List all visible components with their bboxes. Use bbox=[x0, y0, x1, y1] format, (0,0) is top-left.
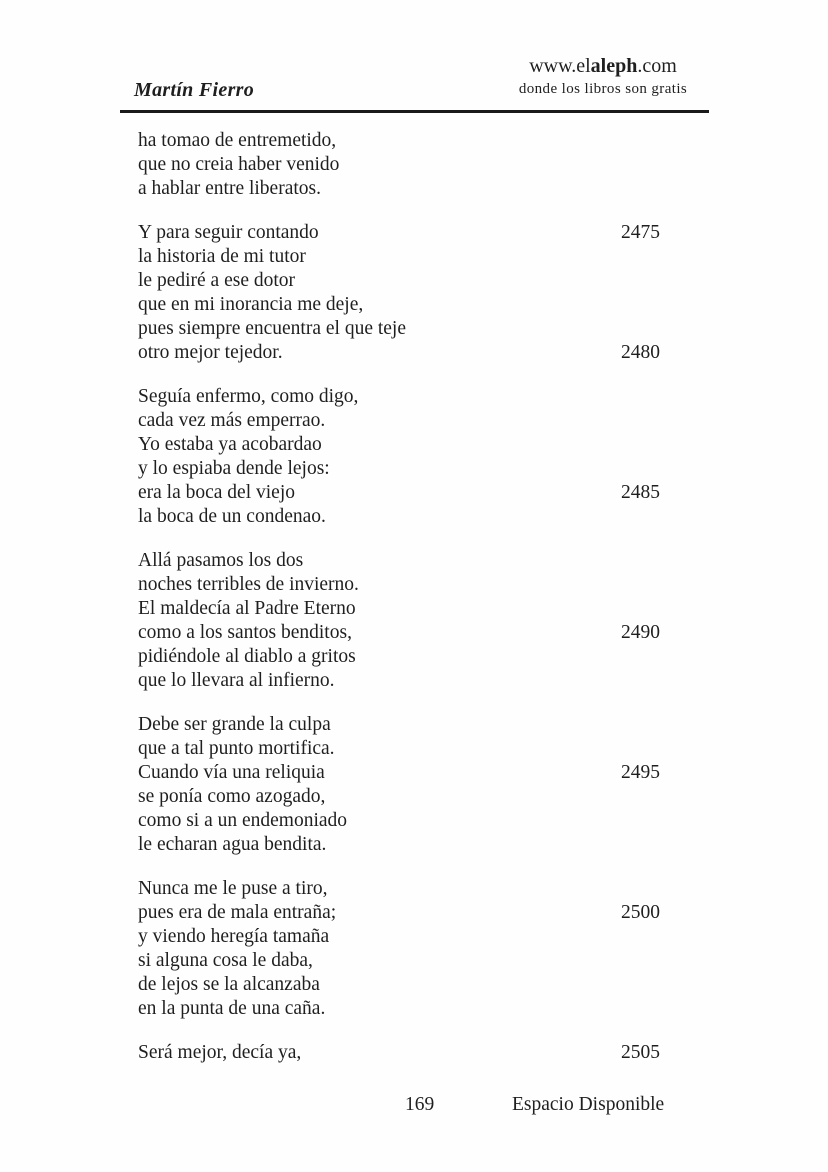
poem-line bbox=[138, 129, 660, 153]
poem-line-text: pues siempre encuentra el que teje bbox=[138, 318, 407, 339]
poem-line-text: la historia de mi tutor bbox=[138, 246, 306, 267]
poem-line bbox=[138, 621, 660, 645]
poem-line-text: Allá pasamos los dos bbox=[138, 550, 304, 571]
stanza bbox=[138, 385, 660, 529]
site-url-prefix: www.el bbox=[529, 55, 591, 77]
poem-line-text: se ponía como azogado, bbox=[138, 786, 326, 807]
poem-line bbox=[138, 901, 660, 925]
stanza bbox=[138, 549, 660, 693]
poem-line bbox=[138, 481, 660, 505]
poem-line bbox=[138, 433, 660, 457]
poem-line bbox=[138, 785, 660, 809]
poem-line bbox=[138, 385, 660, 409]
poem-line bbox=[138, 713, 660, 737]
poem-line bbox=[138, 597, 660, 621]
poem-line-text: si alguna cosa le daba, bbox=[138, 950, 313, 971]
stanza bbox=[138, 221, 660, 365]
verse-number: 2485 bbox=[621, 482, 660, 503]
poem-line-text: que no creia haber venido bbox=[138, 154, 340, 175]
poem-line bbox=[138, 177, 660, 201]
poem-line bbox=[138, 997, 660, 1021]
poem-line bbox=[138, 317, 660, 341]
poem-line bbox=[138, 877, 660, 901]
verse-number: 2475 bbox=[621, 222, 660, 243]
poem-line-text: El maldecía al Padre Eterno bbox=[138, 598, 356, 619]
stanza bbox=[138, 877, 660, 1021]
poem-line-text: Y para seguir contando bbox=[138, 222, 319, 243]
poem-line-text: la boca de un condenao. bbox=[138, 506, 326, 527]
verse-number: 2500 bbox=[621, 902, 660, 923]
poem-line bbox=[138, 505, 660, 529]
poem-line bbox=[138, 949, 660, 973]
site-header-block bbox=[510, 55, 696, 98]
poem-line-text: noches terribles de invierno. bbox=[138, 574, 359, 595]
poem-line bbox=[138, 409, 660, 433]
poem-line-text: como si a un endemoniado bbox=[138, 810, 348, 831]
poem-line-text: le echaran agua bendita. bbox=[138, 834, 327, 855]
poem bbox=[138, 129, 660, 1085]
poem-line bbox=[138, 457, 660, 481]
verse-number: 2495 bbox=[621, 762, 660, 783]
poem-line-text: y viendo heregía tamaña bbox=[138, 926, 330, 947]
poem-line-text: le pediré a ese dotor bbox=[138, 270, 296, 291]
poem-line-text: de lejos se la alcanzaba bbox=[138, 974, 320, 995]
page-number: 169 bbox=[405, 1094, 435, 1115]
site-url-suffix: .com bbox=[637, 55, 677, 77]
poem-line-text: y lo espiaba dende lejos: bbox=[138, 458, 330, 479]
poem-line-text: Yo estaba ya acobardao bbox=[138, 434, 322, 455]
poem-line-text: como a los santos benditos, bbox=[138, 622, 352, 643]
poem-line-text: Será mejor, decía ya, bbox=[138, 1042, 302, 1063]
poem-line-text: Nunca me le puse a tiro, bbox=[138, 878, 328, 899]
poem-line bbox=[138, 737, 660, 761]
poem-line-text: que en mi inorancia me deje, bbox=[138, 294, 364, 315]
verse-number: 2480 bbox=[621, 342, 660, 363]
poem-line bbox=[138, 761, 660, 785]
poem-line bbox=[138, 809, 660, 833]
footer-note: Espacio Disponible bbox=[512, 1094, 665, 1115]
running-head-title: Martín Fierro bbox=[134, 79, 255, 101]
poem-line bbox=[138, 221, 660, 245]
verse-number: 2505 bbox=[621, 1042, 660, 1063]
poem-line-text: a hablar entre liberatos. bbox=[138, 178, 321, 199]
poem-line-text: cada vez más emperrao. bbox=[138, 410, 326, 431]
poem-line bbox=[138, 549, 660, 573]
poem-line bbox=[138, 269, 660, 293]
poem-line bbox=[138, 669, 660, 693]
site-url bbox=[510, 55, 696, 78]
poem-line bbox=[138, 293, 660, 317]
poem-line bbox=[138, 645, 660, 669]
poem-line-text: era la boca del viejo bbox=[138, 482, 295, 503]
site-url-bold: aleph bbox=[590, 55, 638, 77]
poem-line-text: que lo llevara al infierno. bbox=[138, 670, 335, 691]
poem-line bbox=[138, 973, 660, 997]
poem-line-text: otro mejor tejedor. bbox=[138, 342, 283, 363]
poem-line-text: Seguía enfermo, como digo, bbox=[138, 386, 359, 407]
poem-line bbox=[138, 833, 660, 857]
stanza bbox=[138, 713, 660, 857]
site-tagline: donde los libros son gratis bbox=[518, 81, 688, 97]
poem-line bbox=[138, 925, 660, 949]
poem-line bbox=[138, 245, 660, 269]
poem-line bbox=[138, 573, 660, 597]
poem-line bbox=[138, 153, 660, 177]
poem-line bbox=[138, 1041, 660, 1065]
poem-line-text: pues era de mala entraña; bbox=[138, 902, 337, 923]
poem-line-text: que a tal punto mortifica. bbox=[138, 738, 335, 759]
header-rule bbox=[120, 110, 709, 113]
poem-line-text: pidiéndole al diablo a gritos bbox=[138, 646, 356, 667]
poem-line-text: en la punta de una caña. bbox=[138, 998, 326, 1019]
stanza bbox=[138, 129, 660, 201]
poem-line-text: Debe ser grande la culpa bbox=[138, 714, 331, 735]
stanza bbox=[138, 1041, 660, 1065]
poem-line bbox=[138, 341, 660, 365]
verse-number: 2490 bbox=[621, 622, 660, 643]
poem-line-text: ha tomao de entremetido, bbox=[138, 130, 337, 151]
poem-line-text: Cuando vía una reliquia bbox=[138, 762, 325, 783]
